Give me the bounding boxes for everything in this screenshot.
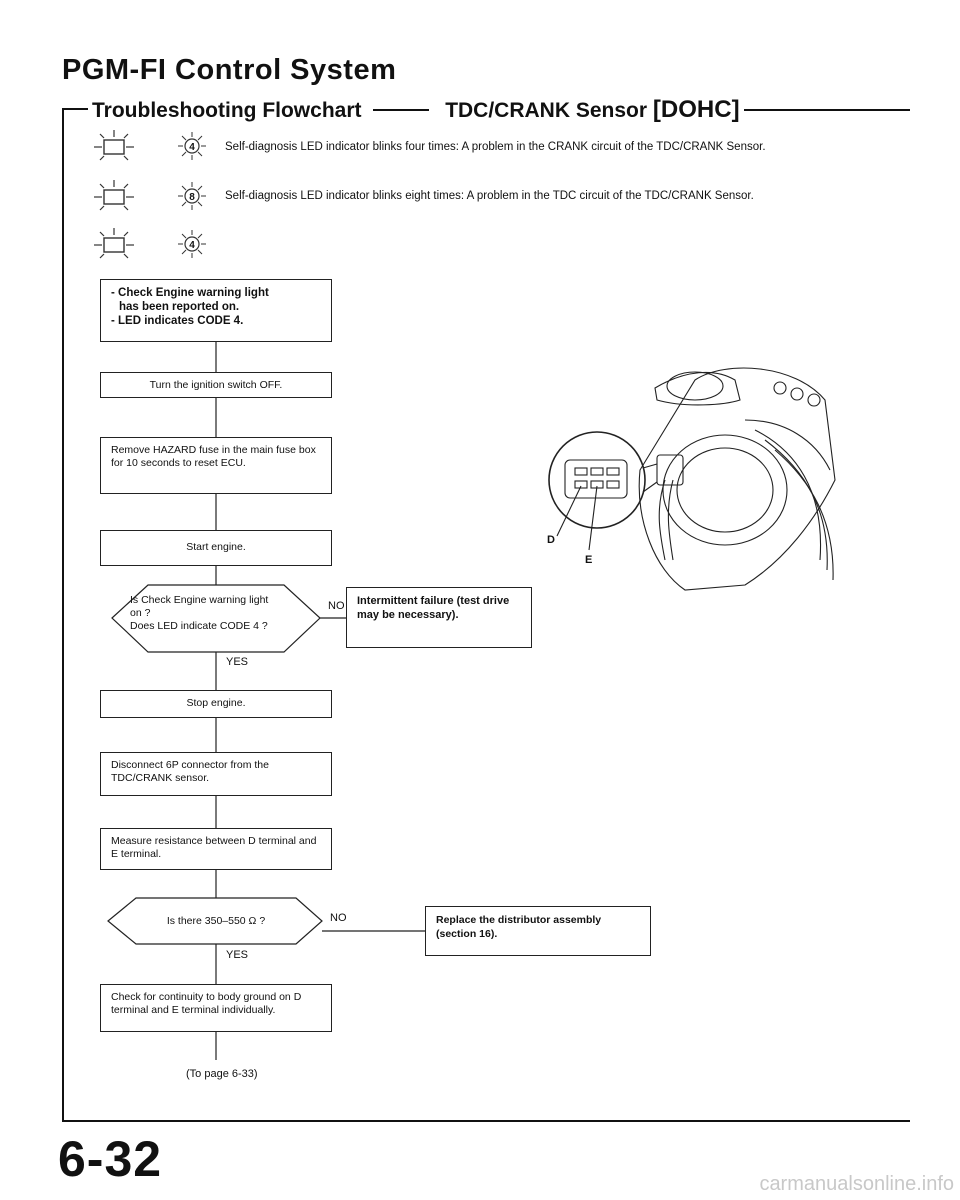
start-line-3: - LED indicates CODE 4. (111, 315, 244, 327)
decision2-no-label: NO (330, 912, 347, 924)
step-ignition-off: Turn the ignition switch OFF. (100, 372, 332, 398)
step-remove-hazard-fuse: Remove HAZARD fuse in the main fuse box for 10 seconds to reset ECU. (100, 437, 332, 494)
page-number: 6-32 (58, 1131, 163, 1187)
engine-tag: [DOHC] (652, 96, 740, 123)
page-frame-bottom (62, 1120, 910, 1122)
sensor-name: TDC/CRANK Sensor (445, 99, 648, 122)
svg-text:4: 4 (189, 240, 195, 251)
decision1-yes-label: YES (226, 656, 249, 668)
decision1-line-2: on ? (130, 607, 151, 619)
distributor-illustration (535, 360, 840, 595)
step-check-continuity: Check for continuity to body ground on D terminal and E terminal individually. (100, 984, 332, 1032)
diagnosis-code-8-text: Self-diagnosis LED indicator blinks eight times: A problem in the TDC circuit of the TDC/CRANK Sensor. (225, 190, 754, 202)
svg-text:8: 8 (189, 192, 195, 203)
step-stop-engine: Stop engine. (100, 690, 332, 718)
step-disconnect-connector: Disconnect 6P connector from the TDC/CRANK sensor. (100, 752, 332, 796)
step-measure-resistance: Measure resistance between D terminal and E terminal. (100, 828, 332, 870)
watermark: carmanualsonline.info (759, 1173, 954, 1195)
flowchart-title: Troubleshooting Flowchart (92, 99, 362, 122)
step-start-engine: Start engine. (100, 530, 332, 566)
decision1-text (130, 594, 306, 633)
svg-text:4: 4 (189, 142, 195, 153)
decision1-line-1: Is Check Engine warning light (130, 594, 269, 606)
page-title: PGM-FI Control System (62, 54, 397, 86)
terminal-e-label: E (585, 554, 593, 566)
decision1-line-3: Does LED indicate CODE 4 ? (130, 620, 268, 632)
terminal-d-label: D (547, 534, 555, 546)
decision2-text: Is there 350–550 Ω ? (166, 915, 266, 927)
replace-distributor-box: Replace the distributor assembly (section 16). (425, 906, 651, 956)
diagnosis-code-4-text: Self-diagnosis LED indicator blinks four times: A problem in the CRANK circuit of the TDC/CRANK Sensor. (225, 141, 766, 153)
intermittent-failure-box: Intermittent failure (test drive may be necessary). (346, 587, 532, 648)
start-condition-box (100, 279, 332, 342)
start-line-2: has been reported on. (119, 301, 240, 313)
decision2-yes-label: YES (226, 949, 249, 961)
decision1-no-label: NO (328, 600, 345, 612)
start-line-1: - Check Engine warning light (111, 287, 269, 299)
to-page-reference: (To page 6-33) (186, 1068, 258, 1080)
